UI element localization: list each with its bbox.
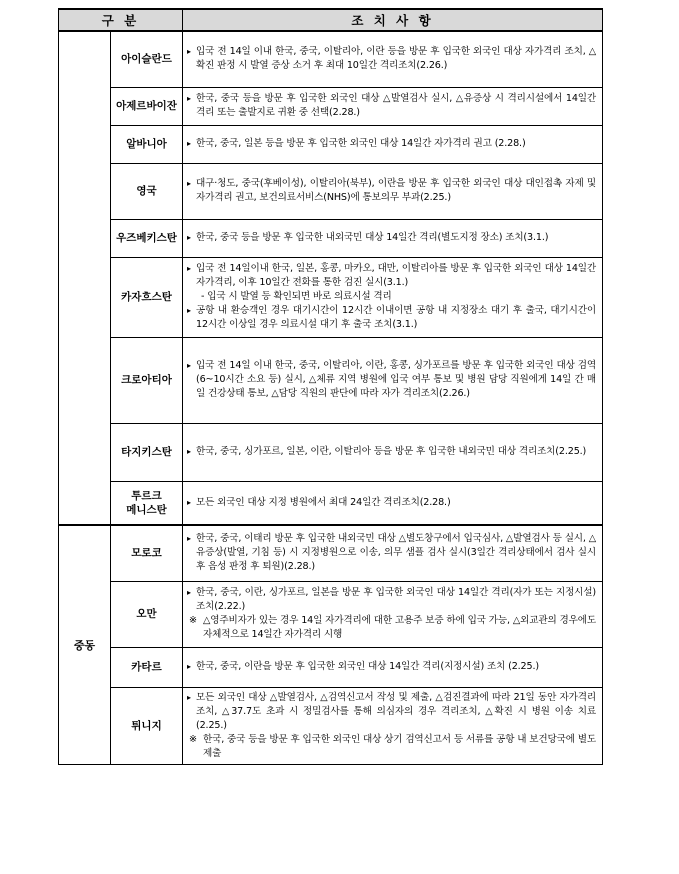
- measure-cell: [183, 31, 603, 87]
- bullet-text: ▸ 입국 전 14일이내 한국, 일본, 홍콩, 마카오, 대만, 이탈리아를 방문 후 입국한 외국인 대상 14일간 자가격리, 이후 10일간 전화를 통한 검진 실시(3.1.): [187, 262, 596, 290]
- header-measures: 조 치 사 항: [183, 9, 603, 31]
- measure-cell: [183, 481, 603, 525]
- measures-table: [58, 8, 603, 765]
- table-row: [59, 687, 603, 764]
- country-cell: 크로아티아: [111, 337, 183, 423]
- bullet-text: ▸ 모든 외국인 대상 지정 병원에서 최대 24일간 격리조치(2.28.): [187, 496, 596, 510]
- measure-cell: [183, 423, 603, 481]
- country-cell: 카타르: [111, 647, 183, 687]
- country-cell: 튀니지: [111, 687, 183, 764]
- note-text: ※ △영주비자가 있는 경우 14일 자가격리에 대한 고용주 보증 하에 입국 가능, △외교관의 경우에도 자체적으로 14일간 자가격리 시행: [187, 614, 596, 642]
- region-cell: [59, 31, 111, 525]
- table-row: [59, 525, 603, 581]
- table-row: [59, 87, 603, 125]
- measure-cell: [183, 163, 603, 219]
- bullet-text: ▸ 한국, 중국, 이태리 방문 후 입국한 내외국민 대상 △별도창구에서 입국심사, △발열검사 등 실시, △유증상(발열, 기침 등) 시 지정병원으로 이송, 의무 샘플 검사 실시(3일간 격리상태에서 검사 실시 후 음성 판정 후 퇴원)(2.28.): [187, 532, 596, 574]
- table-row: [59, 481, 603, 525]
- table-row: [59, 423, 603, 481]
- bullet-text: ▸ 한국, 중국 등을 방문 후 입국한 외국인 대상 △발열검사 실시, △유증상 시 격리시설에서 14일간 격리 또는 출발지로 귀환 중 선택(2.28.): [187, 92, 596, 120]
- country-cell: 우즈베키스탄: [111, 219, 183, 257]
- country-cell: 아제르바이잔: [111, 87, 183, 125]
- table-row: [59, 163, 603, 219]
- region-cell: 중동: [59, 525, 111, 764]
- measure-cell: [183, 687, 603, 764]
- country-cell: 알바니아: [111, 125, 183, 163]
- bullet-text: ▸ 한국, 중국, 이란, 싱가포르, 일본을 방문 후 입국한 외국인 대상 14일간 격리(자가 또는 지정시설) 조치(2.22.): [187, 586, 596, 614]
- country-cell: 영국: [111, 163, 183, 219]
- bullet-text: ▸ 입국 전 14일 이내 한국, 중국, 이탈리아, 이란, 홍콩, 싱가포르를 방문 후 입국한 외국인 대상 검역(6~10시간 소요 등) 실시, △체류 지역 병원에 입국 여부 통보 및 병원 담당 직원에게 14일 간 매일 건강상태 통보, △담당 직원의 판단에 따라 자가 격리조치(2.26.): [187, 359, 596, 401]
- table-row: [59, 337, 603, 423]
- bullet-text: ▸ 한국, 중국 등을 방문 후 입국한 내외국민 대상 14일간 격리(별도지정 장소) 조치(3.1.): [187, 231, 596, 245]
- bullet-text: ▸ 한국, 중국, 싱가포르, 일본, 이란, 이탈리아 등을 방문 후 입국한 내외국민 대상 격리조치(2.25.): [187, 445, 596, 459]
- bullet-text: ▸ 대구·청도, 중국(후베이성), 이탈리아(북부), 이란을 방문 후 입국한 외국인 대상 대인접촉 자제 및 자가격리 권고, 보건의료서비스(NHS)에 통보의무 부과(2.25.): [187, 177, 596, 205]
- table-row: [59, 125, 603, 163]
- bullet-text: ▸ 한국, 중국, 일본 등을 방문 후 입국한 외국인 대상 14일간 자가격리 권고 (2.28.): [187, 137, 596, 151]
- table-row: [59, 581, 603, 647]
- measure-cell: [183, 87, 603, 125]
- bullet-text: ▸ 한국, 중국, 이란을 방문 후 입국한 외국인 대상 14일간 격리(지정시설) 조치 (2.25.): [187, 660, 596, 674]
- measure-cell: [183, 219, 603, 257]
- measure-cell: [183, 337, 603, 423]
- measure-cell: [183, 647, 603, 687]
- table-header-row: [59, 9, 603, 31]
- header-category: 구 분: [59, 9, 183, 31]
- country-cell: 오만: [111, 581, 183, 647]
- measure-cell: [183, 257, 603, 337]
- note-text: ※ 한국, 중국 등을 방문 후 입국한 외국인 대상 상기 검역신고서 등 서류를 공항 내 보건당국에 별도 제출: [187, 733, 596, 761]
- table-body: [59, 31, 603, 764]
- measure-cell: [183, 125, 603, 163]
- country-cell: 투르크 메니스탄: [111, 481, 183, 525]
- bullet-text: ▸ 공항 내 환승객인 경우 대기시간이 12시간 이내이면 공항 내 지정장소 대기 후 출국, 대기시간이 12시간 이상일 경우 의료시설 대기 후 출국 조치(3.1.): [187, 304, 596, 332]
- table-row: [59, 257, 603, 337]
- bullet-text: ▸ 입국 전 14일 이내 한국, 중국, 이탈리아, 이란 등을 방문 후 입국한 외국인 대상 자가격리 조치, △확진 판정 시 발열 증상 소거 후 최대 10일간 격리조치(2.26.): [187, 45, 596, 73]
- measure-cell: [183, 581, 603, 647]
- sub-item-text: - 입국 시 발열 등 확인되면 바로 의료시설 격리: [201, 291, 392, 302]
- table-row: [59, 219, 603, 257]
- country-cell: 모로코: [111, 525, 183, 581]
- table-row: [59, 31, 603, 87]
- table-row: [59, 647, 603, 687]
- country-cell: 카자흐스탄: [111, 257, 183, 337]
- bullet-text: ▸ 모든 외국인 대상 △발열검사, △검역신고서 작성 및 제출, △검진결과에 따라 21일 동안 자가격리 조치, △37.7도 초과 시 정밀검사를 통해 의심자의 경우 격리조치, △확진 시 병원 이송 치료(2.25.): [187, 691, 596, 733]
- country-cell: 아이슬란드: [111, 31, 183, 87]
- measure-cell: [183, 525, 603, 581]
- country-cell: 타지키스탄: [111, 423, 183, 481]
